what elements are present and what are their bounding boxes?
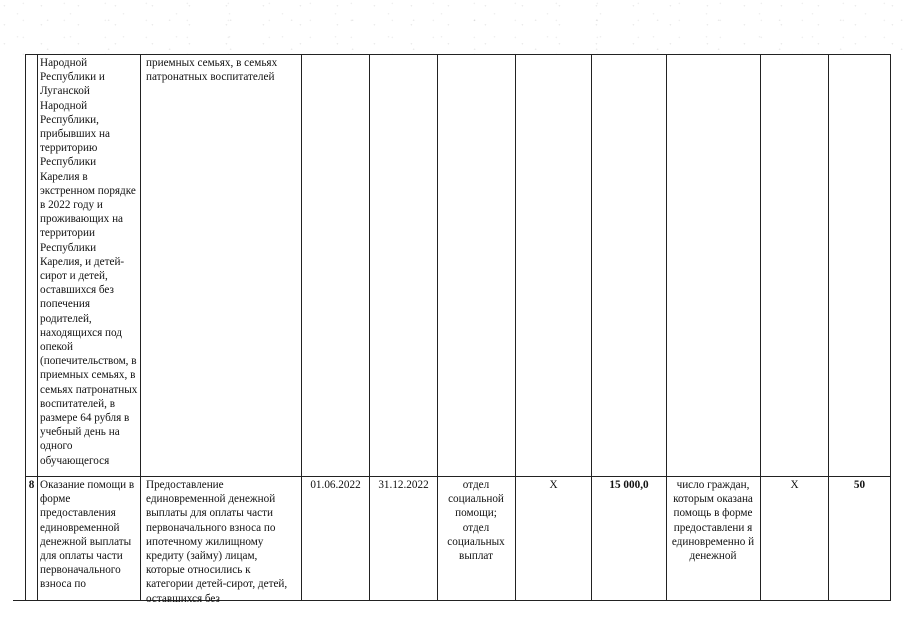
cell-description: Предоставление единовременной денежной выплаты для оплаты части первоначального взноса по ипотечному жилищному кредиту (займу) лицам, которые относились к категории детей-сирот, детей, оставшихся без xyxy=(146,479,288,605)
cell-description-continued: приемных семьях, в семьях патронатных воспитателей xyxy=(146,57,278,84)
cell-amount: 15 000,0 xyxy=(609,479,649,491)
cell-start-date: 01.06.2022 xyxy=(310,479,361,491)
column-border xyxy=(515,54,516,600)
column-border xyxy=(760,54,761,600)
row-separator xyxy=(25,476,891,477)
cell-x-first: Х xyxy=(549,479,558,491)
cell-indicator: число граждан, которым оказана помощь в форме предоставлени я единовременно й денежной xyxy=(671,479,755,563)
cell-row-number: 8 xyxy=(28,479,35,491)
table-top-border xyxy=(25,54,891,55)
table-bottom-border xyxy=(13,600,891,601)
column-border xyxy=(666,54,667,600)
cell-executor: отдел социальной помощи; отдел социальных выплат xyxy=(447,479,505,563)
cell-end-date: 31.12.2022 xyxy=(378,479,429,491)
column-border xyxy=(828,54,829,600)
cell-x-second: Х xyxy=(790,479,799,491)
column-border xyxy=(591,54,592,600)
column-border xyxy=(369,54,370,600)
column-border xyxy=(37,54,38,600)
column-border xyxy=(890,54,891,600)
column-border xyxy=(437,54,438,600)
column-border xyxy=(301,54,302,600)
scan-noise xyxy=(0,0,905,55)
cell-name: Оказание помощи в форме предоставления единовременной денежной выплаты для оплаты части первоначального взноса по xyxy=(40,479,135,591)
cell-value: 50 xyxy=(853,479,866,491)
cell-name-continued: Народной Республики и Луганской Народной Республики, прибывших на территорию Республики Карелия в экстренном порядке в 2022 году и проживающих на территории Республики Карелия, и детей-сирот и детей, оставшихся без попечения родителей, находящихся под опекой (попечительством, в приемных семьях, в семьях патронатных воспитателей, в размере 64 рубля в учебный день на одного обучающегося xyxy=(40,57,138,467)
column-border xyxy=(140,54,141,600)
column-border xyxy=(25,54,26,600)
